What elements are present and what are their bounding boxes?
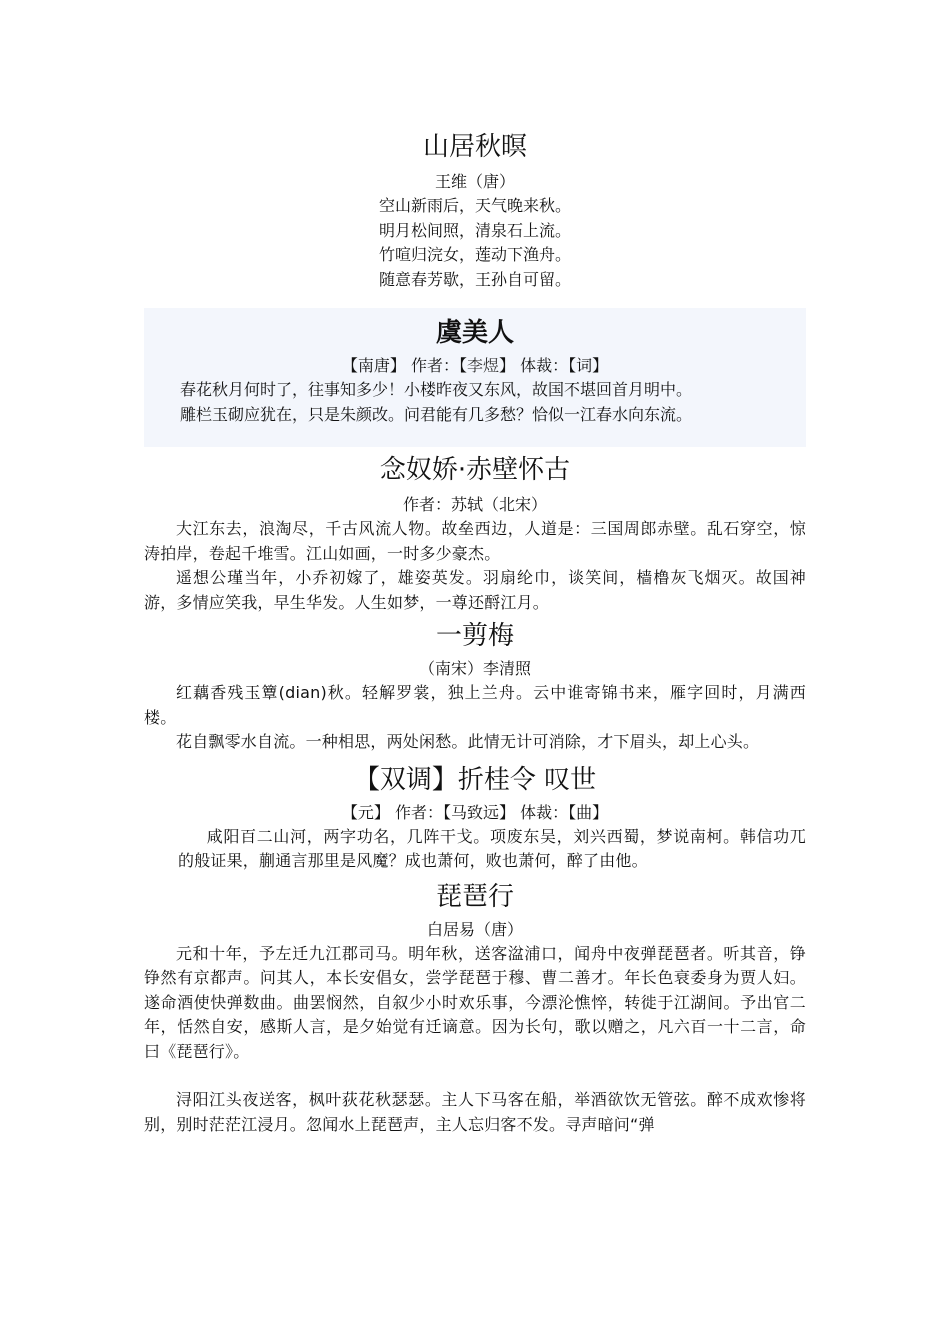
poem-line: 明月松间照，清泉石上流。: [378, 220, 571, 240]
poem-paragraph: 咸阳百二山河，两字功名，几阵干戈。项废东吴，刘兴西蜀，梦说南柯。韩信功兀的般证果，蒯通言那里是风魔？成也萧何，败也萧何，醉了由他。: [178, 826, 806, 870]
poem-yumeiren: [144, 308, 806, 447]
poem-pipaxing: [144, 880, 806, 1138]
paragraph-gap: [144, 1064, 806, 1088]
poem-line: 春花秋月何时了，往事知多少！小楼昨夜又东风，故国不堪回首月明中。: [180, 380, 693, 399]
poem-line: 雕栏玉砌应犹在，只是朱颜改。问君能有几多愁？恰似一江春水向东流。: [180, 404, 693, 424]
poem-paragraph: 大江东去，浪淘尽，千古风流人物。故垒西边，人道是：三国周郎赤壁。乱石穿空，惊涛拍岸，卷起千堆雪。江山如画，一时多少豪杰。: [144, 519, 806, 563]
poem-byline: 【元】 作者：【马致远】 体裁：【曲】: [341, 802, 609, 822]
poem-line: 竹喧归浣女，莲动下渔舟。: [378, 245, 571, 264]
poem-paragraph: 红藕香残玉簟(dian)秋。轻解罗裳，独上兰舟。云中谁寄锦书来，雁字回时，月满西楼。: [144, 683, 806, 727]
poem-line: 空山新雨后，天气晚来秋。: [378, 196, 571, 215]
poem-title: 念奴娇·赤壁怀古: [379, 455, 571, 485]
poem-title: 山居秋暝: [422, 132, 527, 162]
poem-byline: [144, 354, 806, 378]
poem-byline: （南宋）李清照: [418, 659, 531, 678]
poem-byline: 白居易（唐）: [426, 919, 523, 939]
byline-suffix: 】 体裁：【词】: [499, 356, 609, 375]
poem-paragraph: 浔阳江头夜送客，枫叶荻花秋瑟瑟。主人下马客在船，举酒欲饮无管弦。醉不成欢惨将别，别时茫茫江浸月。忽闻水上琵琶声，主人忘归客不发。寻声暗问“弹: [144, 1090, 806, 1134]
poem-niannujiao: [144, 453, 806, 615]
poem-line: 随意春芳歇，王孙自可留。: [378, 269, 571, 289]
poem-paragraph: 遥想公瑾当年，小乔初嫁了，雄姿英发。羽扇纶巾，谈笑间，樯橹灰飞烟灭。故国神游，多情应笑我，早生华发。人生如梦，一尊还酹江月。: [144, 568, 806, 612]
poem-title: 虞美人: [435, 318, 514, 348]
poem-preface: 元和十年，予左迁九江郡司马。明年秋，送客湓浦口，闻舟中夜弹琵琶者。听其音，铮铮然有京都声。问其人，本长安倡女，尝学琵琶于穆、曹二善才。年长色衰委身为贾人妇。遂命酒使快弹数曲。曲罢悯然，自叙少小时欢乐事，今漂沦憔悴，转徙于江湖间。予出官二年，恬然自安，感斯人言，是夕始觉有迁谪意。因为长句，歌以赠之，凡六百一十二言，命曰《琵琶行》。: [144, 943, 806, 1061]
author-link[interactable]: 李煜: [466, 356, 499, 375]
poem-title: 【双调】折桂令 叹世: [353, 764, 597, 795]
poem-byline: 王维（唐）: [434, 172, 515, 191]
poem-zheguiling: [144, 763, 806, 874]
poem-collection: [144, 130, 806, 1137]
poem-byline: 作者：苏轼（北宋）: [402, 495, 547, 514]
poem-title: 琵琶行: [435, 881, 514, 912]
poem-title: 一剪梅: [435, 621, 514, 651]
poem-paragraph: 花自飘零水自流。一种相思，两处闲愁。此情无计可消除，才下眉头，却上心头。: [176, 732, 760, 751]
byline-prefix: 【南唐】 作者：【: [341, 356, 467, 375]
poem-yijianmei: [144, 619, 806, 755]
poem-shanju-qiuming: [144, 130, 806, 292]
